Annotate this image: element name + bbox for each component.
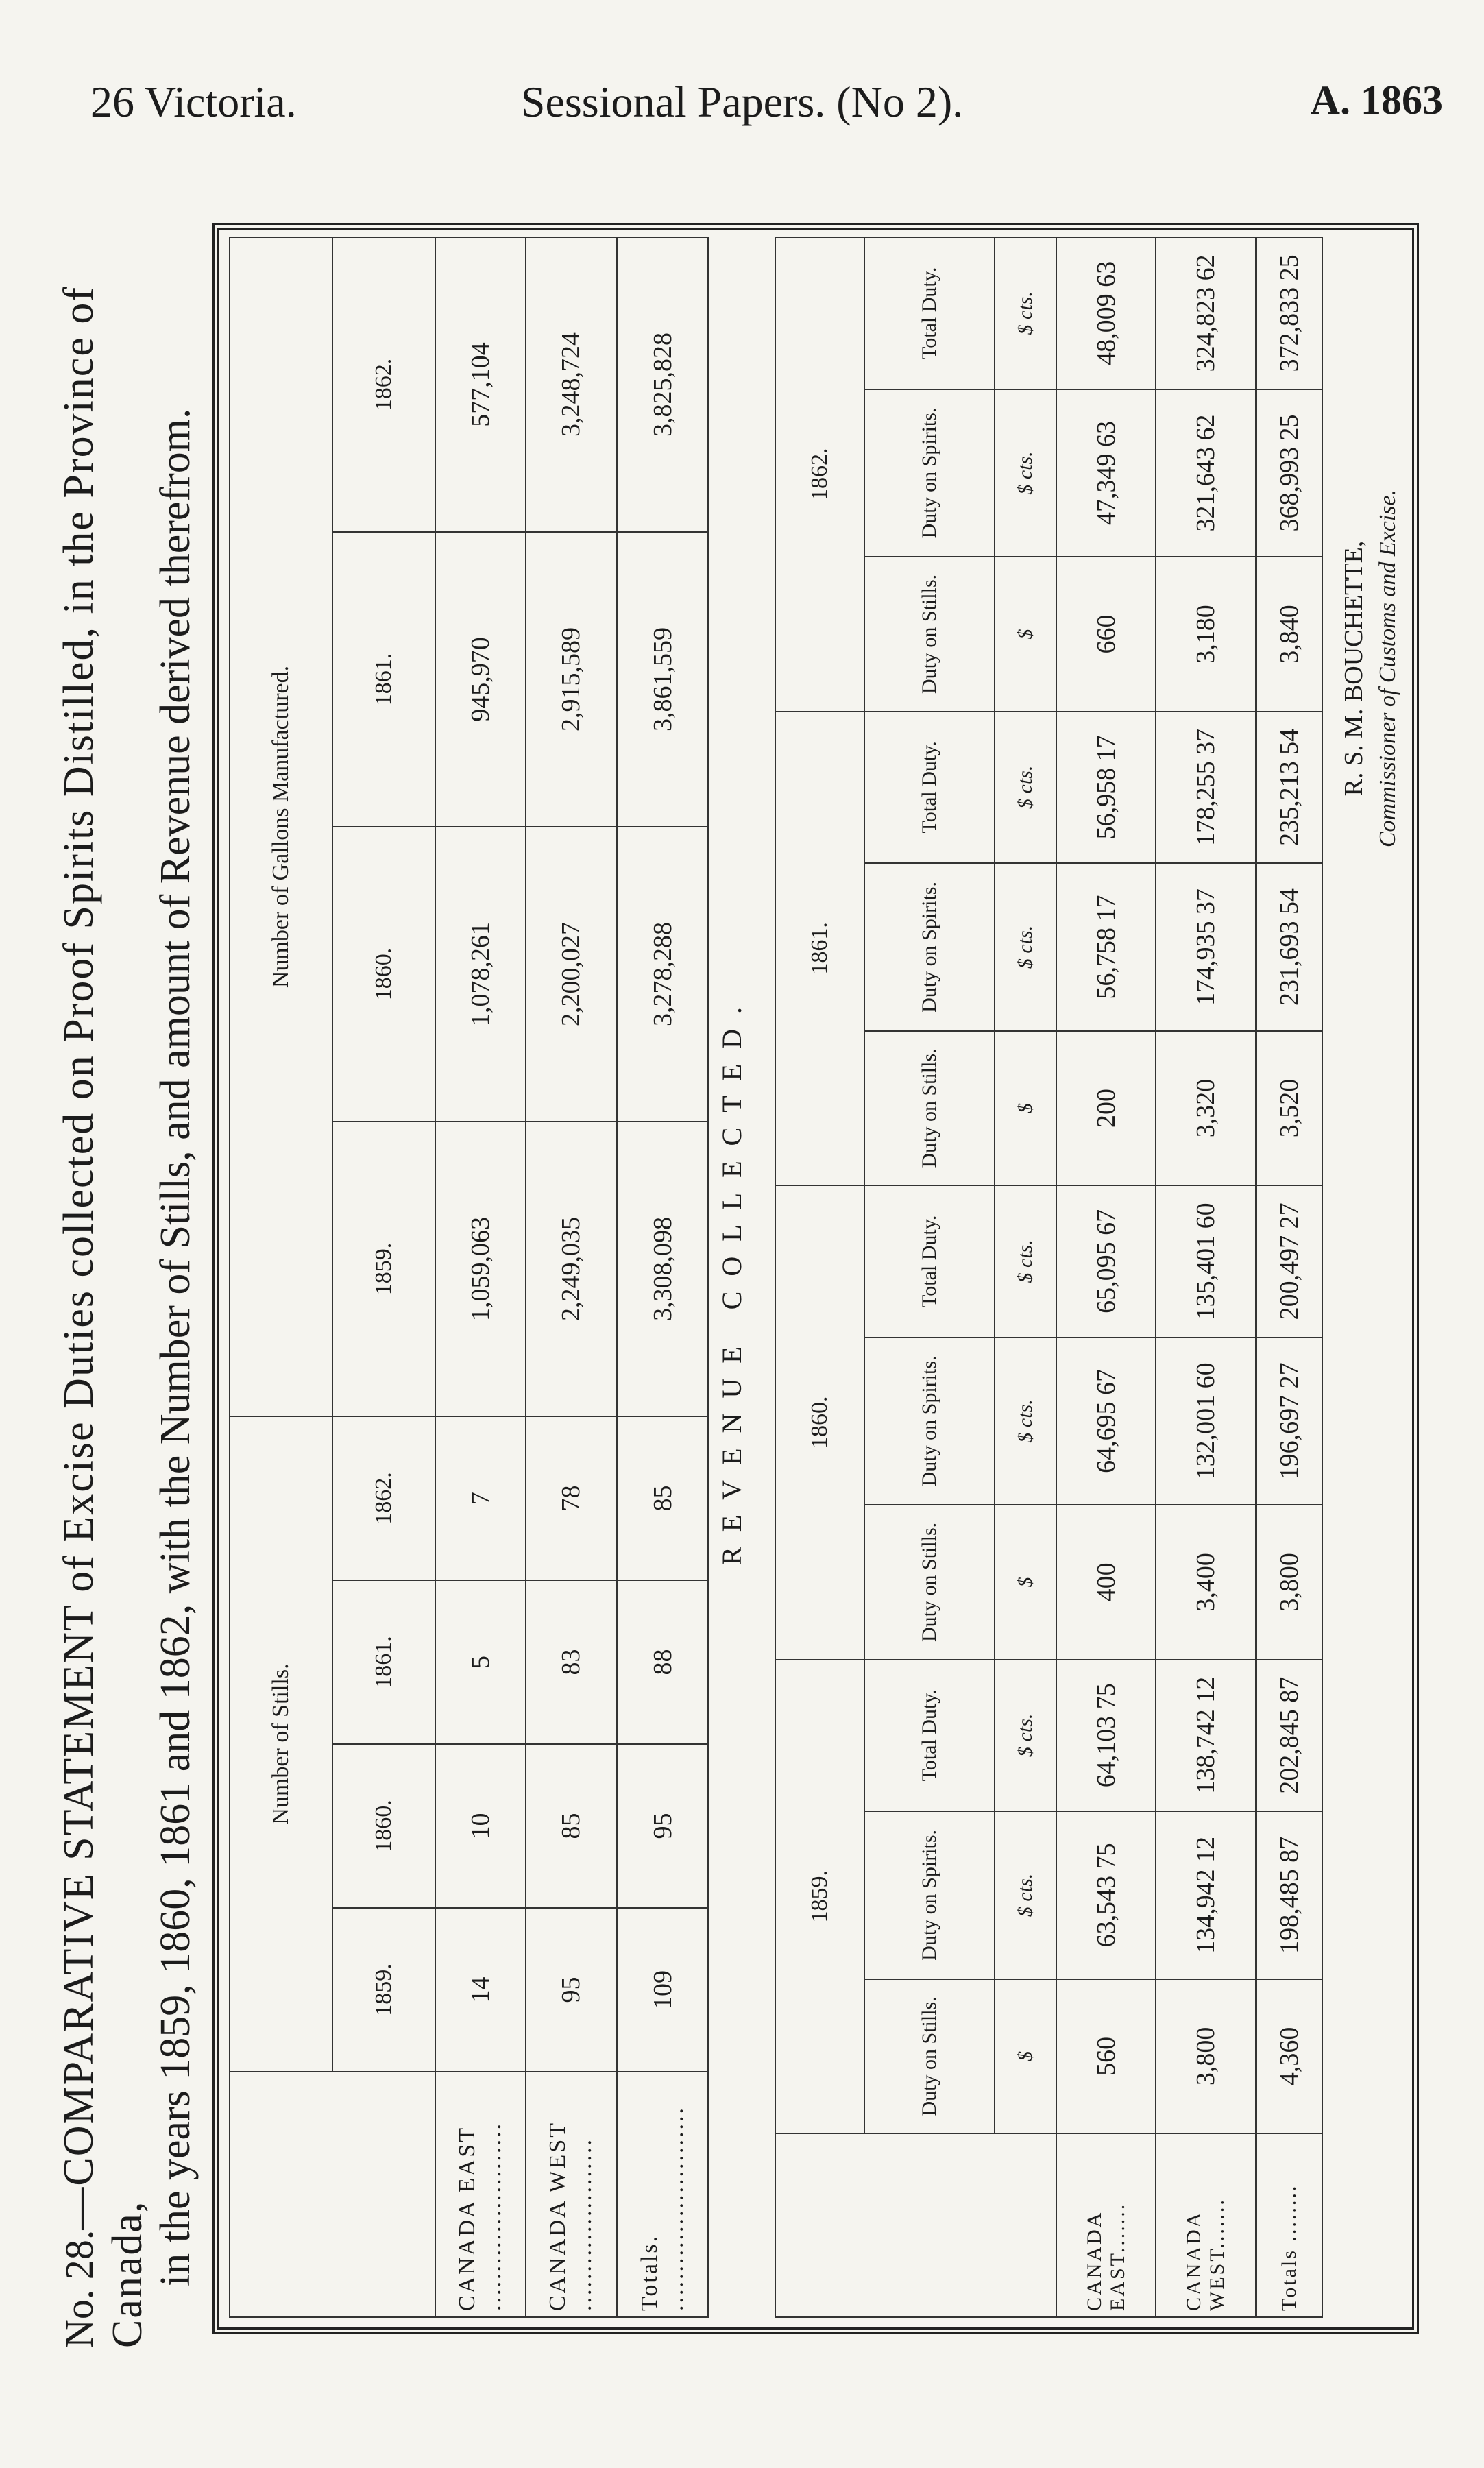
revenue-cell: 3,800 (1156, 1979, 1256, 2133)
year-header: 1860. (332, 827, 435, 1122)
subhead-total: Total Duty. (864, 1185, 995, 1337)
gallons-cell: 1,059,063 (435, 1122, 526, 1416)
revenue-cell: 200 (1056, 1031, 1156, 1185)
revenue-cell: 3,180 (1156, 557, 1256, 711)
unit-cell: $ (995, 557, 1056, 711)
gallons-group-header: Number of Gallons Manufactured. (230, 237, 332, 1416)
table-row-totals (1256, 237, 1323, 2317)
stills-cell: 10 (435, 1744, 526, 1908)
table-frame (212, 223, 1419, 2334)
signature-block (1337, 223, 1405, 1114)
header-session: 26 Victoria. (90, 77, 297, 126)
unit-cell: $ cts. (995, 1338, 1056, 1505)
stills-cell: 78 (526, 1416, 617, 1580)
revenue-cell: 174,935 37 (1156, 863, 1256, 1031)
gallons-cell: 3,248,724 (526, 237, 617, 532)
row-label-canada-west: CANADA WEST....... (1156, 2133, 1256, 2317)
revenue-cell: 138,742 12 (1156, 1660, 1256, 1811)
revenue-table (775, 237, 1323, 2318)
revenue-cell: 660 (1056, 557, 1156, 711)
unit-cell: $ cts. (995, 1185, 1056, 1337)
table-row (1156, 237, 1256, 2317)
table-row (526, 237, 617, 2317)
revenue-cell: 134,942 12 (1156, 1811, 1256, 1979)
gallons-cell: 3,825,828 (617, 237, 708, 532)
subhead-stills: Duty on Stills. (864, 557, 995, 711)
subhead-total: Total Duty. (864, 1660, 995, 1811)
gallons-cell: 3,861,559 (617, 532, 708, 827)
unit-cell: $ cts. (995, 237, 1056, 389)
subhead-stills: Duty on Stills. (864, 1979, 995, 2133)
subhead-spirits: Duty on Spirits. (864, 389, 995, 557)
year-header: 1859. (332, 1122, 435, 1416)
stills-gallons-table (229, 237, 709, 2318)
revenue-cell: 64,695 67 (1056, 1338, 1156, 1505)
header-year: A. 1863 (1310, 77, 1443, 123)
subhead-spirits: Duty on Spirits. (864, 1811, 995, 1979)
year-group-header: 1859. (775, 1660, 864, 2133)
revenue-cell: 3,800 (1256, 1505, 1323, 1659)
blank-header-cell (230, 2072, 435, 2317)
rotated-statement (41, 195, 1426, 2362)
year-header: 1862. (332, 1416, 435, 1580)
unit-cell: $ cts. (995, 1660, 1056, 1811)
title-line-1: —COMPARATIVE STATEMENT of Excise Duties collected on Proof Spirits Distilled, in the Province of Canada, (56, 286, 151, 2348)
stills-cell: 83 (526, 1580, 617, 1744)
signatory-role: Commissioner of Customs and Excise. (1375, 489, 1400, 848)
row-label-canada-west: CANADA WEST ...................... (526, 2072, 617, 2317)
revenue-cell: 235,213 54 (1256, 712, 1323, 863)
row-label-totals: Totals ........ (1256, 2133, 1323, 2317)
revenue-cell: 3,840 (1256, 557, 1323, 711)
gallons-cell: 2,915,589 (526, 532, 617, 827)
subhead-stills: Duty on Stills. (864, 1505, 995, 1659)
year-group-header: 1860. (775, 1185, 864, 1659)
revenue-cell: 48,009 63 (1056, 237, 1156, 389)
gallons-cell: 2,249,035 (526, 1122, 617, 1416)
stills-cell: 95 (526, 1908, 617, 2072)
statement-number: No. 28. (57, 2229, 101, 2348)
revenue-cell: 56,958 17 (1056, 712, 1156, 863)
blank-header-cell (775, 2133, 1056, 2317)
revenue-cell: 4,360 (1256, 1979, 1323, 2133)
year-header: 1861. (332, 1580, 435, 1744)
unit-cell: $ (995, 1031, 1056, 1185)
revenue-cell: 64,103 75 (1056, 1660, 1156, 1811)
revenue-cell: 3,520 (1256, 1031, 1323, 1185)
revenue-cell: 560 (1056, 1979, 1156, 2133)
stills-cell: 85 (526, 1744, 617, 1908)
subhead-spirits: Duty on Spirits. (864, 863, 995, 1031)
stills-cell: 5 (435, 1580, 526, 1744)
revenue-cell: 198,485 87 (1256, 1811, 1323, 1979)
gallons-cell: 2,200,027 (526, 827, 617, 1122)
revenue-cell: 200,497 27 (1256, 1185, 1323, 1337)
gallons-cell: 945,970 (435, 532, 526, 827)
stills-cell: 14 (435, 1908, 526, 2072)
unit-cell: $ cts. (995, 712, 1056, 863)
stills-group-header: Number of Stills. (230, 1416, 332, 2072)
stills-cell: 7 (435, 1416, 526, 1580)
revenue-cell: 372,833 25 (1256, 237, 1323, 389)
unit-cell: $ (995, 1979, 1056, 2133)
revenue-cell: 368,993 25 (1256, 389, 1323, 557)
row-label-canada-east: CANADA EAST....... (1056, 2133, 1156, 2317)
table-row (435, 237, 526, 2317)
year-header: 1859. (332, 1908, 435, 2072)
revenue-cell: 400 (1056, 1505, 1156, 1659)
unit-cell: $ cts. (995, 1811, 1056, 1979)
year-header: 1860. (332, 1744, 435, 1908)
statement-title (55, 209, 199, 2348)
stills-cell: 85 (617, 1416, 708, 1580)
gallons-cell: 1,078,261 (435, 827, 526, 1122)
gallons-cell: 577,104 (435, 237, 526, 532)
revenue-cell: 132,001 60 (1156, 1338, 1256, 1505)
revenue-cell: 63,543 75 (1056, 1811, 1156, 1979)
year-header: 1862. (332, 237, 435, 532)
revenue-cell: 56,758 17 (1056, 863, 1156, 1031)
header-sessional-papers: Sessional Papers. (No 2). (520, 77, 964, 126)
revenue-cell: 202,845 87 (1256, 1660, 1323, 1811)
revenue-cell: 65,095 67 (1056, 1185, 1156, 1337)
table-row-totals (617, 237, 708, 2317)
unit-cell: $ cts. (995, 863, 1056, 1031)
year-header: 1861. (332, 532, 435, 827)
revenue-cell: 3,320 (1156, 1031, 1256, 1185)
table-row (1056, 237, 1156, 2317)
subhead-spirits: Duty on Spirits. (864, 1338, 995, 1505)
unit-cell: $ cts. (995, 389, 1056, 557)
subhead-stills: Duty on Stills. (864, 1031, 995, 1185)
year-group-header: 1862. (775, 237, 864, 712)
unit-cell: $ (995, 1505, 1056, 1659)
row-label-totals: Totals. .......................... (617, 2072, 708, 2317)
revenue-collected-caption: REVENUE COLLECTED. (716, 992, 747, 1565)
revenue-cell: 231,693 54 (1256, 863, 1323, 1031)
revenue-cell: 3,400 (1156, 1505, 1256, 1659)
title-line-2: in the years 1859, 1860, 1861 and 1862, with the Number of Stills, and amount of Revenue derived therefrom. (152, 408, 199, 2286)
revenue-cell: 321,643 62 (1156, 389, 1256, 557)
gallons-cell: 3,308,098 (617, 1122, 708, 1416)
revenue-cell: 196,697 27 (1256, 1338, 1323, 1505)
revenue-cell: 178,255 37 (1156, 712, 1256, 863)
revenue-cell: 324,823 62 (1156, 237, 1256, 389)
gallons-cell: 3,278,288 (617, 827, 708, 1122)
revenue-cell: 135,401 60 (1156, 1185, 1256, 1337)
subhead-total: Total Duty. (864, 237, 995, 389)
year-group-header: 1861. (775, 712, 864, 1185)
row-label-canada-east: CANADA EAST ........................ (435, 2072, 526, 2317)
subhead-total: Total Duty. (864, 712, 995, 863)
revenue-cell: 47,349 63 (1056, 389, 1156, 557)
stills-cell: 109 (617, 1908, 708, 2072)
stills-cell: 88 (617, 1580, 708, 1744)
signatory-name: R. S. M. BOUCHETTE, (1339, 540, 1368, 797)
stills-cell: 95 (617, 1744, 708, 1908)
